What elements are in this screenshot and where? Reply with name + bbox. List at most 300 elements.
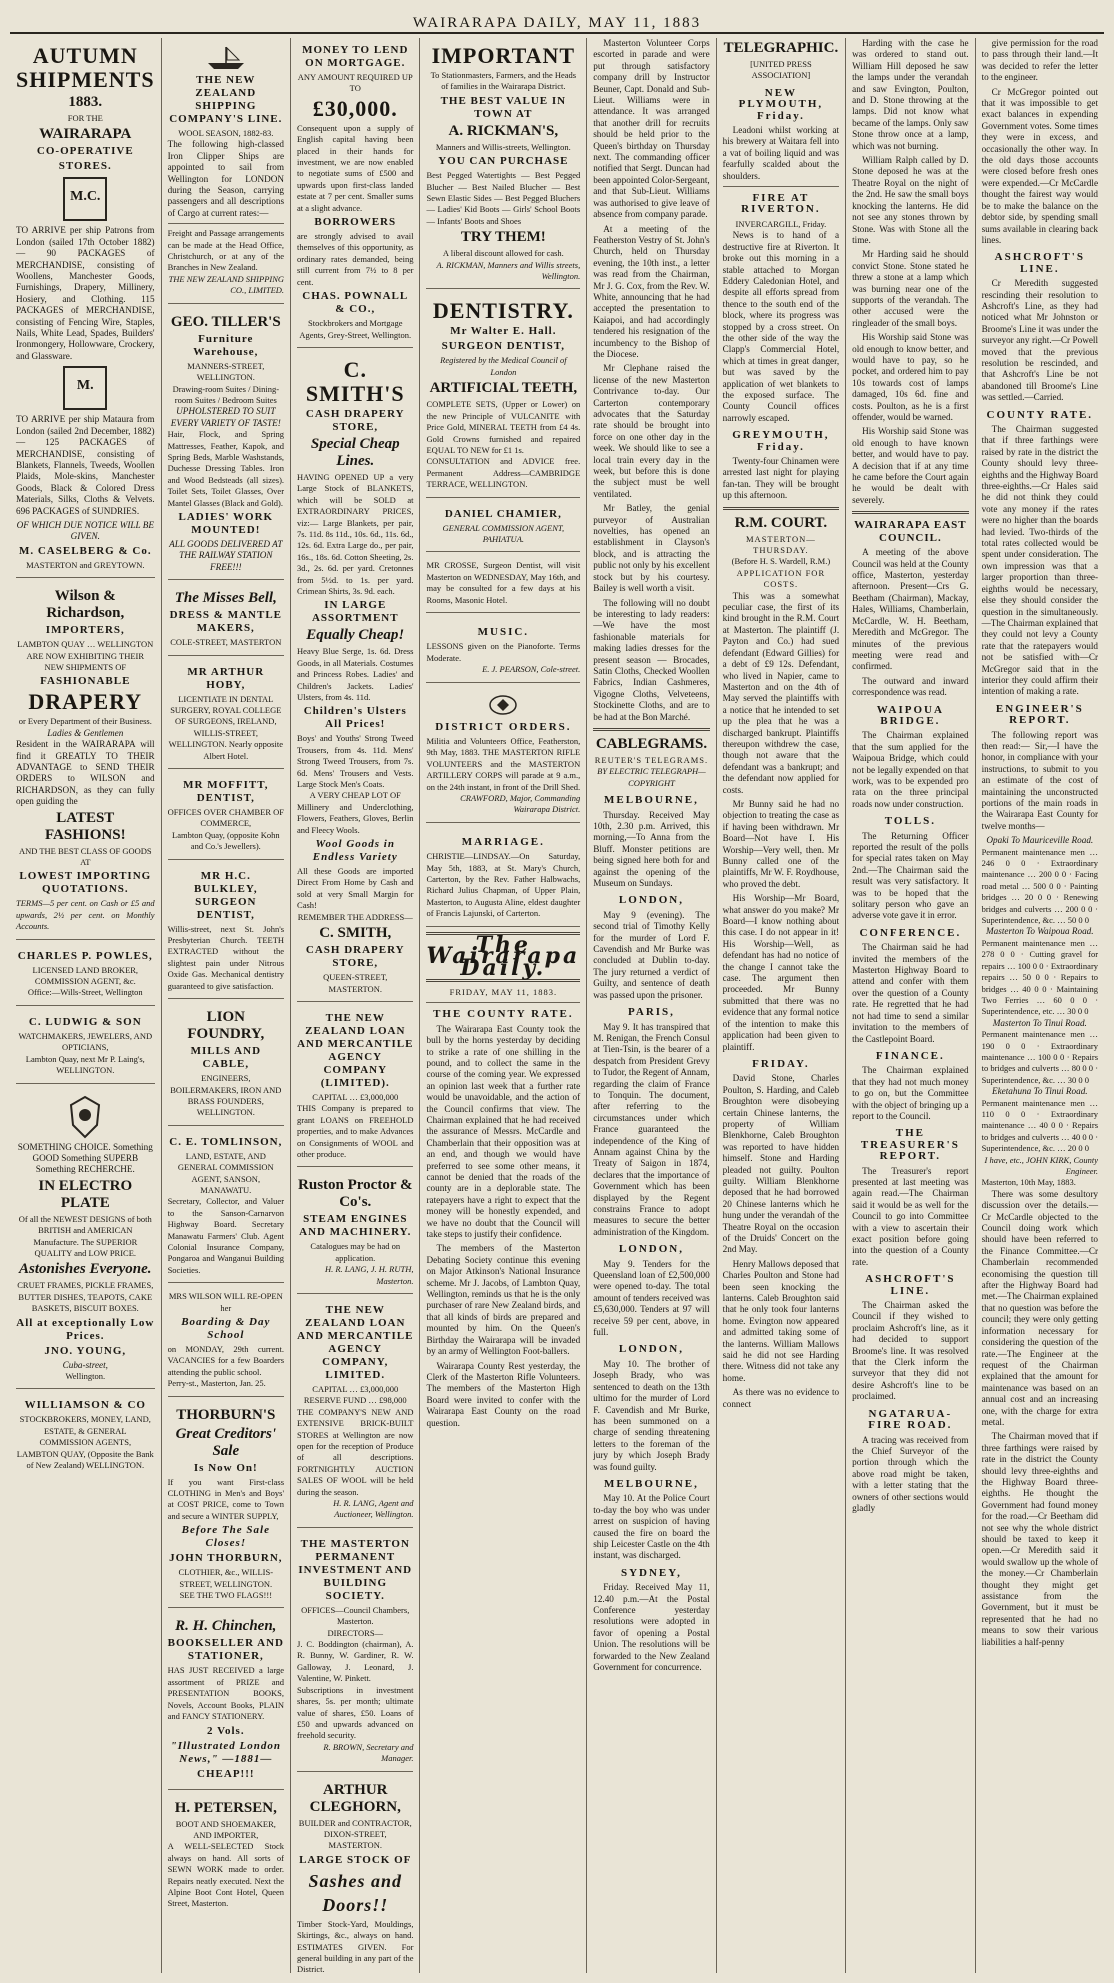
moffitt-sub: OFFICES OVER CHAMBER OF COMMERCE,	[167, 807, 285, 829]
editorial-p1: The Wairarapa East County took the bull by the horns yesterday by deciding to strike a rate of one shilling in the pound, and to collect the same in the course of the coming year. We expressed an opinion last week that a further rate would be unavoidable, and the action of the Council confirms that view. The Chairman explained that he had received the assurance of Messrs. McCardle and Chamberlain that their opposition was at an end, and though we would have preferred to see some other means, it cannot be denied that the roads of the county are in a deplorable state. The ratepayers have a right to expect that the money will be honestly expended, and we have no doubt that the Council will take steps to justify their confidence.	[426, 1023, 581, 1240]
ad-chinchen	[168, 1612, 284, 1789]
ad-ruston	[297, 1171, 413, 1294]
ad-chamier	[426, 502, 580, 553]
two-vols: 2 Vols.	[207, 1724, 245, 1737]
ad-building-society	[297, 1532, 413, 1772]
loan-co: THE NEW ZEALAND LOAN AND MERCANTILE AGENCY COMPANY (LIMITED).	[297, 1011, 414, 1089]
caselberg-address: MASTERTON and GREYTOWN.	[26, 559, 145, 570]
ship-icon	[206, 45, 246, 71]
nz-shipping-title: THE NEW ZEALAND SHIPPING COMPANY'S LINE.	[169, 74, 283, 125]
greymouth: GREYMOUTH, Friday.	[732, 429, 830, 453]
ashcroft2-heading: ASHCROFT'S LINE.	[994, 251, 1085, 275]
young-wellington: Wellington.	[65, 1370, 106, 1381]
sydney: SYDNEY,	[620, 1566, 682, 1579]
tolls-body: The Returning Officer reported the result of the polls for special rates taken on May 2nd.—The Chairman said the result was very satisfactory. It was to be hoped that the solitary person who gave an adverse vote gave it in error.	[852, 830, 969, 921]
ludwig-address: Lambton Quay, next Mr P. Laing's, WELLINGTON.	[25, 1053, 145, 1076]
ladies-work: LADIES' WORK MOUNTED!	[178, 510, 274, 536]
equally-cheap: Equally Cheap!	[306, 627, 405, 644]
treasurer-heading: THE TREASURER'S REPORT.	[860, 1127, 960, 1163]
borrowers: BORROWERS	[314, 216, 397, 229]
friday-body-2: Henry Mallows deposed that Charles Poulton and Stone had been seen knocking the lanterns. Caleb Broughton said that he only took four lanterns home. Evington now appeared and admitted taking some of the lanterns. William Mallows said he did not see Harding there. Witness did not take any home.	[722, 1258, 840, 1383]
eketahuna-heading: Eketahuna To Tinui Road.	[991, 1086, 1088, 1097]
tiller-address: MANNERS-STREET, WELLINGTON.	[187, 360, 265, 383]
marriage-body: CHRISTIE—LINDSAY.—On Saturday, May 5th, 1883, at St. Mary's Church, Carterton, by the Rev. Father Halbwachs, Richard Julius Chapman, of Upper Plain, Masterton, to Augusta Aline, eldest daughter of Francis Lajunski, of Carterton.	[426, 851, 581, 919]
ladies: Ladies & Gentlemen	[47, 727, 124, 738]
bs-body: J. C. Boddington (chairman), A. R. Bunny, W. Gardiner, R. W. Galloway, J. Leonard, J. Valentine, W. Pinkett.	[297, 1639, 414, 1684]
chinchen-sub: BOOKSELLER AND STATIONER,	[167, 1637, 284, 1663]
wairarapa: WAIRARAPA	[39, 126, 132, 143]
capital: CAPITAL … £3,000,000	[312, 1091, 399, 1102]
cash-drapery: CASH DRAPERY STORE,	[305, 407, 405, 433]
m-logo-icon: M.	[63, 366, 107, 410]
misses-sub: DRESS & MANTLE MAKERS,	[169, 609, 282, 635]
petersen-name: H. PETERSEN,	[174, 1799, 277, 1816]
cuba-street: Cuba-street,	[62, 1359, 108, 1370]
rickman-name: A. RICKMAN'S,	[448, 122, 559, 139]
pownall: CHAS. POWNALL & CO.,	[302, 290, 409, 316]
dentistry-title: DENTISTRY.	[432, 298, 574, 324]
terms: TERMS—5 per cent. on Cash or £5 and upwards, 2½ per cent. on Monthly Accounts.	[16, 898, 155, 932]
year: 1883.	[68, 94, 103, 110]
ad-nz-loan	[297, 1006, 413, 1167]
wilson-reopen: MRS WILSON WILL RE-OPEN her	[168, 1291, 283, 1313]
music-title: MUSIC.	[477, 625, 530, 638]
sashes: Sashes and Doors!!	[308, 1870, 403, 1915]
no-evidence: As there was no evidence to connect	[722, 1387, 840, 1409]
outward: The outward and inward correspondence was read.	[852, 675, 969, 698]
c7-p1: Harding with the case he was ordered to stand out. William Hill deposed he saw the lamps under the verandah and saw Evington, Poulton, and D. Stone throwing at the lamps. Did not know what became of the lamps. Only saw Stone throw once at a lamp, which was not burning.	[852, 38, 969, 151]
something-choice: SOMETHING CHOICE. Something GOOD Something SUPERB Something RECHERCHE.	[17, 1141, 153, 1175]
court-body-2: Mr Bunny said he had no objection to treating the case as if having been withdrawn. Mr Board—Not have I. His Worship—Very well, then. Mr Bunny called one of the plaintiffs, Mr W. F. Roydhouse, who proved the debt.	[722, 798, 840, 889]
editorial-p2: The members of the Masterton Debating Society continue this evening on Major Atkinson's National Insurance scheme. Mr J. Jacobs, of Lambton Quay, Wellington, reminds us that he is the only purchaser of rare New Zealand birds, and that all kinds of birds are prepared and mounted by him. On the Queen's Birthday the Wairarapa will be invaded by an army of Wellington Foot-ballers.	[426, 1243, 581, 1357]
ngatarua-body: A tracing was received from the Chief Surveyor of the portion through which the above road might be taken, with a letter stating that the owners of other sections would gladly	[852, 1434, 969, 1513]
rooms: Drawing-room Suites / Dining-room Suites / Bedroom Suites	[172, 383, 280, 405]
cleghorn-body: Timber Stock-Yard, Mouldings, Skirtings, &c., always on hand. ESTIMATES GIVEN. For general building in any part of the District.	[297, 1918, 414, 1975]
ad-wilson-richardson	[16, 582, 155, 940]
united-press: [UNITED PRESS ASSOCIATION]	[750, 59, 812, 81]
ad-rickman	[426, 38, 580, 289]
melbourne-2-body: May 10. At the Police Court to-day the boy who was under arrest on suspicion of having caused the fire on board the ship Leicester Castle on the 4th instant, was discharged.	[593, 1493, 710, 1561]
waipoua-heading: WAIPOUA BRIDGE.	[876, 703, 944, 727]
engineer-sig: I have, etc., JOHN KIRK, County Engineer.	[984, 1154, 1099, 1176]
cablegrams-heading: CABLEGRAMS.	[595, 735, 708, 752]
tolls-heading: TOLLS.	[884, 815, 936, 828]
misses-address: COLE-STREET, MASTERTON	[170, 637, 282, 648]
conference-heading: CONFERENCE.	[859, 926, 962, 939]
before-sale-closes: Before The Sale Closes!	[181, 1524, 270, 1550]
wool-season: WOOL SEASON, 1882-83.	[178, 128, 274, 138]
county-rate-heading: THE COUNTY RATE.	[433, 1008, 574, 1021]
tinui-rows: Permanent maintenance men … 190 0 0 · Extraordinary maintenance … 100 0 0 · Repairs to bridges and culverts … 80 0 0 · Superintendence, &c. … 30 0 0	[981, 1029, 1099, 1085]
ad-marriage	[426, 827, 580, 927]
electro-title: IN ELECTRO PLATE	[38, 1177, 133, 1211]
freight: Freight and Passage arrangements can be made at the Head Office, Christchurch, or at any of the Branches in New Zealand.	[167, 228, 285, 273]
foundry-sub: MILLS AND CABLE,	[190, 1045, 262, 1071]
foundry-body: ENGINEERS, BOILERMAKERS, IRON AND BRASS FOUNDERS, WELLINGTON.	[170, 1073, 282, 1118]
ad-nz-shipping	[168, 38, 284, 304]
masthead-title: WAIRARAPA DAILY, MAY 11, 1883	[412, 15, 702, 31]
royal-arms-icon	[488, 694, 518, 716]
wilson-body: Resident in the WAIRARAPA will find it GREATLY TO THEIR ADVANTAGE to SEND THEIR ORDERS to WILSON and RICHARDSON, as they can fully open guiding the	[16, 739, 155, 807]
importers: IMPORTERS,	[45, 624, 125, 637]
ad-tomlinson	[168, 1130, 284, 1283]
ludwig-name: C. LUDWIG & SON	[28, 1015, 142, 1028]
ad-crosse	[426, 556, 580, 613]
nz-body: The following high-classed Iron Clipper Ships are appointed to sail from Wellington for LONDON during the Season, carrying passengers and all descriptions of Cargo at current rates:—	[167, 139, 285, 218]
two-flags: SEE THE TWO FLAGS!!!	[179, 1590, 273, 1601]
catalogue: Catalogues may be had on application.	[310, 1241, 401, 1263]
new-plymouth-body: Leadoni whilst working at his brewery at Waitara fell into a vat of boiling liquid and was fearfully scalded about the shoulders.	[722, 125, 840, 181]
powles-name: CHARLES P. POWLES,	[17, 949, 153, 962]
ludwig-sub: WATCHMAKERS, JEWELERS, AND OPTICIANS,	[18, 1030, 153, 1053]
csmith-title: C. SMITH'S	[305, 356, 405, 406]
opaki-heading: Opaki To Mauriceville Road.	[986, 835, 1094, 846]
column-8	[976, 38, 1104, 1973]
crosse-body: MR CROSSE, Surgeon Dentist, will visit Masterton on WEDNESDAY, May 16th, and may be consulted for a few days at his Rooms, Masonic Hotel.	[426, 560, 581, 605]
coop: CO-OPERATIVE	[36, 145, 134, 158]
amount-value: £30,000.	[312, 95, 398, 121]
loan-co-2: THE NEW ZEALAND LOAN AND MERCANTILE AGENCY COMPANY, LIMITED.	[297, 1303, 414, 1381]
telegraphic-heading: TELEGRAPHIC.	[723, 40, 839, 56]
csmith-body: HAVING OPENED UP a very Large Stock of BLANKETS, which will be SOLD at EXTRAORDINARY PRICES, viz:— Large Blankets, per pair, 7s. 11d. 8s 11d., 10s. 6d., 11s. 6d., 12s. 6d. Extra Large do., per pair, 16s., 18s. 6d. Cotton Sheeting, 2s. 3d., 2s. 6d. per yard. Cretonnes from 5½d. to 1s. per yard. Crimean Shirts, 3s. 9d. each.	[297, 471, 414, 596]
london-3: LONDON,	[618, 1343, 684, 1356]
artificial: ARTIFICIAL TEETH,	[429, 380, 578, 397]
invercargill: INVERCARGILL, Friday.	[735, 218, 827, 229]
pearson: E. J. PEARSON, Cole-street.	[482, 664, 581, 675]
c5-p4: Mr Batley, the genial purveyor of Australian novelties, has opened an establishment in Clayson's block, and is attracting the public not only by his excellent stock but by his courtesy. Bailey is well worth a visit.	[593, 503, 710, 594]
east-council-heading: WAIRARAPA EAST COUNCIL.	[854, 519, 967, 545]
best-class: AND THE BEST CLASS OF GOODS AT	[18, 845, 152, 868]
chinchen-name: R. H. Chinchen,	[175, 1618, 277, 1635]
autumn-body-2: TO ARRIVE per ship Mataura from London (sailed 2nd December, 1882) — 125 PACKAGES of MERCHANDISE, consisting of Blankets, Flannels, Tweeds, Woollen Plaids, Mole-skins, Manchester Goods, Black & Colored Dress Materials, Silks, Cloths & Velvets. 696 PACKAGES of SUNDRIES.	[16, 414, 155, 516]
try-them: TRY THEM!	[460, 229, 546, 246]
equally-body: Heavy Blue Serge, 1s. 6d. Dress Goods, in all Materials. Costumes and Princess Robes. Ladies' and Children's Jackets. Ladies' Ulsters, from 4s. 11d.	[297, 646, 414, 702]
tinui-heading: Masterton To Tinui Road.	[992, 1017, 1087, 1028]
rickman-sub: Manners and Willis-streets, Wellington.	[435, 141, 571, 152]
london-3-body: May 10. The brother of Joseph Brady, who was sentenced to death on the 13th ultimo for the murder of Lord F. Cavendish and Mr Burke, has been summoned on a charge of sending threatening letters to the foreman of the jury by which Joseph Brady was found guilty.	[593, 1358, 710, 1472]
district-body: Militia and Volunteers Office, Featherston, 9th May, 1883. THE MASTERTON RIFLE VOLUNTEERS and the MASTERTON ARTILLERY CORPS will parade at 9 a.m., on the 24th instant, in front of the Drill Shed.	[426, 736, 581, 792]
now-on: Is Now On!	[193, 1461, 258, 1474]
melbourne-2: MELBOURNE,	[604, 1477, 699, 1490]
rickman-items: Best Pegged Watertights — Best Pegged Blucher — Best Nailed Blucher — Best Sewn Elastic Sides — Best Pegged Bluchers — Ladies' Kid Boots — Girls' School Boots — Infants' Boots and Shoes	[426, 170, 581, 226]
column-5	[587, 38, 716, 1973]
delivered: ALL GOODS DELIVERED AT THE RAILWAY STATION FREE!!!	[169, 538, 283, 572]
consult: CONSULTATION and ADVICE free. Permanent Address—CAMBRIDGE TERRACE, WELLINGTON.	[426, 456, 581, 490]
powles-sub: LICENSED LAND BROKER, COMMISSION AGENT, &c.	[32, 964, 139, 987]
melbourne-1: MELBOURNE,	[604, 794, 699, 807]
ashcroft2-body: Cr Meredith suggested rescinding their resolution to Ashcroft's Line, as they had noticed what Mr Johnston or Broome's Line it was under the surveyor any right.—Cr Powell moved that the previous resolution be rescinded, and that Ashcroft's Line be not abandoned till Broome's Line was settled.—Carried.	[981, 278, 1099, 403]
bs-title: THE MASTERTON PERMANENT INVESTMENT AND BUILDING SOCIETY.	[298, 1537, 413, 1602]
chinchen-body: HAS JUST RECEIVED a large assortment of PRIZE and PRESENTATION BOOKS, Novels, Account Books, PLAIN and FANCY STATIONERY.	[167, 1665, 285, 1722]
ad-money-to-lend	[297, 38, 413, 348]
ad-district-orders	[426, 687, 580, 823]
ad-thorburn	[168, 1401, 284, 1609]
ad-hoby	[168, 660, 284, 769]
creditors-sale: Great Creditors' Sale	[175, 1425, 277, 1459]
ashcroft-heading: ASHCROFT'S LINE.	[865, 1273, 956, 1297]
c8-p2: Cr McGregor pointed out that it was impossible to get exact balances in expending Government votes. Some times they were in excess, and occasionally the other way. In the old days those accounts were closed before fresh ones were expended.—Cr McCardle thought the fairest way would be to make the balance on the debtor side, by spending small sums available in clearing back lines.	[981, 86, 1099, 245]
district-orders: DISTRICT ORDERS.	[435, 720, 572, 733]
csmith-2: C. SMITH,	[319, 925, 392, 942]
sydney-body: Friday. Received May 11, 12.40 p.m.—At the Postal Conference yesterday resolutions were adopted in favor of opening a Postal Union. The resolutions will be forwarded to the New Zealand Government for concurrence.	[593, 1582, 710, 1673]
ad-c-smith	[297, 352, 413, 1002]
crawford: CRAWFORD, Major, Commanding Wairarapa District.	[460, 793, 581, 815]
registered: Registered by the Medical Council of London	[440, 355, 567, 377]
frames: CRUET FRAMES, PICKLE FRAMES, BUTTER DISHES, TEAPOTS, CAKE BASKETS, BISCUIT BOXES.	[17, 1280, 154, 1314]
jt-name: JOHN THORBURN,	[169, 1552, 283, 1565]
editorial-p3: Wairarapa County Rest yesterday, the Clerk of the Masterton Rifle Volunteers. The members of the Masterton High Board were invited to confer with the Wairarapa East County on the road question.	[426, 1360, 581, 1428]
cheap: CHEAP!!!	[197, 1767, 255, 1780]
fire-heading: FIRE AT RIVERTON.	[741, 192, 821, 216]
hair: Hair, Flock, and Spring Mattresses, Feather, Kapok, and Spring Beds, Marble Washstands, Duchesse Dressing Tables. Iron and Wood Bedsteads (all sizes). Toilet Sets, Toilet Glasses, Over Mantel Glasses (Black and Gold).	[167, 429, 285, 508]
ad-young-electro	[16, 1088, 155, 1390]
hoby-address: WILLIS-STREET, WELLINGTON. Nearly opposite Albert Hotel.	[168, 727, 283, 761]
closing: There was some desultory discussion over the details.—Cr McCardle objected to the Council doing work which should have been referred to the Finance Committee.—Cr Chamberlain recommended economising the question till after the Highway Board had met.—The Chairman explained that no question was before the council; they were only getting information necessary for considering the question of the rate.—The Engineer at the request of the Chairman explained that the amount for maintenance was based on an annual cost and an increasing one, with the charge for extra metal.	[981, 1188, 1099, 1427]
due-notice: OF WHICH DUE NOTICE WILL BE GIVEN.	[16, 519, 154, 542]
friday-body: David Stone, Charles Poulton, S. Harding, and Caleb Broughton were disobeying certain Chinese lanterns, the property of William Blenkhorne, Caleb Broughton was reported to have hidden himself. Stone and Harding pleaded not guilty. Poulton guilty. William Blenkhorne deposed that he had borrowed 20 Chinese lanterns which he hung under the verandah of the Theatre Royal on the occasion of the Druids' Concert on the 2nd May.	[722, 1073, 840, 1255]
waipoua-road-heading: Masterton To Waipoua Road.	[986, 926, 1094, 937]
reuter: REUTER'S TELEGRAMS.	[594, 754, 709, 765]
eketahuna-rows: Permanent maintenance men … 110 0 0 · Extraordinary maintenance … 40 0 0 · Repairs to bridges and culverts … 40 0 0 · Superintendence, &c. … 20 0 0	[981, 1097, 1099, 1154]
tiller-name: GEO. TILLER'S	[170, 313, 281, 330]
powles-office: Office:—Wills-Street, Wellington	[27, 987, 143, 998]
boarding-title: Boarding & Day School	[181, 1316, 271, 1341]
conference-body: The Chairman said he had invited the members of the Masterton Highway Board to attend and confer with them over the question of a County rate. He regretted that he had not had time to send a similar invitation to the members of the Castlepoint Board.	[852, 942, 969, 1044]
nz-signature: THE NEW ZEALAND SHIPPING CO., LIMITED.	[168, 273, 285, 296]
ulsters: Children's Ulsters All Prices!	[303, 705, 407, 731]
c5-p3: Mr Clephane raised the license of the new Masterton Contrivance to-day. Our Carterton contemporary advocates that the Saturday rate should be brought into force on one other day in the week. We should like to see a local train every day in the week, but before this is done the subject must be well ventilated.	[593, 363, 710, 499]
stores: STORES.	[58, 160, 112, 173]
c8-p1: give permission for the road to pass through their land.—It was decided to refer the letter to the engineer.	[981, 38, 1099, 83]
court-body-3: His Worship—Mr Board, what answer do you make? Mr Board—I know nothing about this case. I do not appear in it! His Worship—Well, as defendant has had no notice of the change I cannot take the case. The argument then proceeded. Mr Bunny submitted that there was no evidence that any formal notice of the intention to make this application had been given to plaintiff.	[722, 893, 840, 1052]
ruston-sub: STEAM ENGINES AND MACHINERY.	[299, 1213, 412, 1239]
paper-masthead: The Wairarapa Daily.	[426, 931, 581, 981]
moffitt-name: MR MOFFITT, DENTIST,	[183, 779, 269, 805]
pownall-sub: Stockbrokers and Mortgage Agents, Grey-Street, Wellington.	[299, 318, 412, 340]
columns	[10, 38, 1104, 1973]
jno-young: JNO. YOUNG,	[44, 1344, 127, 1357]
wool-goods: Wool Goods in Endless Variety	[312, 838, 398, 864]
fire-body: News is to hand of a destructive fire at Riverton. It broke out this morning in a stable attached to Morgan Eddery Caledonian Hotel, and despite all efforts spread from thence to the south end of the block, where its progress was stopped by a cross street. On the other side of the way the Clapp's Commercial Hotel, which at times in great danger, but was saved by the application of wet blankets to the exposed surface. The County Council offices narrowly escaped.	[722, 230, 840, 423]
paris-body: May 9. It has transpired that M. Renigan, the French Consul at Tien-Tsin, is the bearer of a despatch from President Grevy to Tudor, the Regent of Annam, regarding the claim of France to Tonquin. The document, after referring to the circumstances under which France guaranteed the independence of the King of Annam against China by the Treaty of Saigon in 1874, declares that the importance of Government which has been displayed by the Regent constrains France to adopt measures to secure the better administration of the Kingdom.	[593, 1021, 710, 1237]
waipoua-body: The Chairman explained that the sum applied for the Waipoua Bridge, which could not be legally expended on that work, was to be expended pro rata on the three principal roads now under construction.	[852, 730, 969, 809]
marriage-title: MARRIAGE.	[461, 835, 545, 848]
hall: Mr Walter E. Hall.	[450, 325, 557, 338]
boarding-body: on MONDAY, 29th current. VACANCIES for a few Boarders attending the public school.	[167, 1344, 285, 1377]
lowest: LOWEST IMPORTING QUOTATIONS.	[19, 870, 152, 896]
money-title: MONEY TO LEND ON MORTGAGE.	[302, 44, 409, 69]
ad-misses-bell	[168, 584, 284, 655]
column-1	[10, 38, 162, 1973]
ad-nz-loan-2	[297, 1298, 413, 1528]
illustrated-london: "Illustrated London News," —1881—	[170, 1739, 281, 1765]
council-body: A meeting of the above Council was held at the County office, Masterton, yesterday afternoon. Present—Crs G. Beetham (Chairman), Mackay, Hales, Williams, Chamberlain, McCardle, W. H. Beetham, Meredith and McGregor. The minutes of the previous meeting were read and confirmed.	[852, 547, 969, 672]
cleghorn-name: ARTHUR CLEGHORN,	[309, 1781, 401, 1815]
lessons: LESSONS given on the Pianoforte. Terms Moderate.	[426, 641, 581, 663]
fashionable: FASHIONABLE	[40, 675, 131, 688]
by-telegraph: BY ELECTRIC TELEGRAPH—COPYRIGHT	[597, 766, 706, 788]
ad-tiller	[168, 308, 284, 581]
ad-autumn-shipments	[16, 38, 155, 578]
chamier-sub: GENERAL COMMISSION AGENT, PAHIATUA.	[442, 522, 565, 544]
ad-ludwig	[16, 1010, 155, 1084]
column-7	[846, 38, 975, 1973]
ashcroft-body: The Chairman asked the Council if they wished to proclaim Ashcroft's line, as it had decided to support Broome's line. It was resolved that the Clerk inform the surveyor that they did not desire Ashcroft's line to be proclaimed.	[852, 1300, 969, 1402]
thorburn-body: If you want First-class CLOTHING in Men's and Boys' at COST PRICE, come to Town and secure a WINTER SUPPLY,	[167, 1476, 285, 1521]
ad-lion-foundry	[168, 1003, 284, 1126]
friday-heading: FRIDAY.	[752, 1057, 810, 1070]
wilson-title: Wilson & Richardson,	[46, 588, 125, 622]
best-value: THE BEST VALUE IN TOWN AT	[440, 94, 567, 120]
remember: REMEMBER THE ADDRESS—	[297, 911, 413, 922]
drapery-sub: or Every Department of their Business.	[18, 716, 152, 727]
ruston-sig: H. R. LANG, J. H. RUTH, Masterton.	[324, 1264, 414, 1286]
large-stock: LARGE STOCK OF	[299, 1853, 412, 1866]
williamson-name: WILLIAMSON & CO	[24, 1399, 146, 1412]
county-rate2-heading: COUNTY RATE.	[986, 408, 1094, 421]
surgeon: SURGEON DENTIST,	[441, 340, 566, 353]
upholstered: UPHOLSTERED TO SUIT EVERY VARIETY OF TASTE!	[170, 406, 281, 428]
engineer-body: The following report was then read:— Sir,—I have the honor, in compliance with your instructions, to submit to you an estimate of the cost of maintaining the unconstructed portions of the main roads in the Wairarapa East County for twelve months—	[981, 729, 1099, 831]
misses-bell: The Misses Bell,	[174, 590, 277, 607]
ad-petersen	[168, 1794, 284, 1916]
money-body: Consequent upon a supply of English capital having been placed in their hands for investment, we are now enabled to negotiate sums of £500 and upwards upon first-class landed estate at 7 per cent. Smaller sums at a slight advance.	[297, 122, 414, 213]
jt-sub: CLOTHIER, &c., WILLIS-STREET, WELLINGTON.	[178, 1567, 274, 1589]
rate-body: The Chairman suggested that if three farthings were raised by rate in the district the County should levy three-eighths and the Highway Board three-eighths.—Cr Hales said he did not think they could vote any money if the rates were no higher than the boards had levied. Two-thirds of the total rates collected would be spent under consideration. The own impression was that a larger proportion than three-eighths would be necessary, else they should consider the question in the simultaneously.—The Chairman explained that they could not levy a County rate that the ratepayers would not be satisfied with—Cr McGregor said that in the interior they could affirm their intention of making a rate.	[981, 424, 1099, 697]
ad-bulkley	[168, 864, 284, 999]
rm-court-heading: R.M. COURT.	[734, 514, 828, 531]
treasurer-body: The Treasurer's report presented at last meeting was again read.—The Chairman said it would be as well for the Council to go into Committee with a view to ascertain their exact position before going into the question of a County rate.	[852, 1165, 969, 1267]
important-title: IMPORTANT	[431, 43, 576, 68]
ruston: Ruston Proctor & Co's.	[298, 1177, 413, 1211]
bulkley-name: MR H.C. BULKLEY, SURGEON DENTIST,	[194, 869, 258, 921]
paper-date: FRIDAY, MAY 11, 1883.	[449, 986, 558, 997]
amount: ANY AMOUNT REQUIRED UP TO	[297, 72, 413, 94]
lambton: LAMBTON QUAY … WELLINGTON	[17, 639, 154, 650]
teeth-body: COMPLETE SETS, (Upper or Lower) on the new Principle of VULCANITE with Price Gold, MINERAL TEETH from £4 4s. Gold Crowns furnished and repaired EQUAL TO NEW for £1 1s.	[426, 399, 581, 455]
loan-body: THIS Company is prepared to grant LOANS on FREEHOLD properties, and to make Advances on Consignments of WOOL and other produce.	[297, 1103, 414, 1159]
c5-intro: Masterton Volunteer Corps escorted in parade and were put through satisfactory company drill by Instructor Beuner, Capt. Donald and Sub-Lieut. Williams were in attendance. It was arranged that another drill for recruits should be held prior to the Queen's birthday on Thursday next. The commanding officer notified that Sergt. Duncan had been appointed Color-Sergeant, and that Sub-Lieut. Williams was authorised to give leave of absence from company parade.	[593, 38, 710, 220]
boarding-address: Perry-st., Masterton, Jan. 25.	[167, 1378, 266, 1389]
ad-music	[426, 617, 580, 683]
column-2	[162, 38, 291, 1973]
tiller-sub: Furniture Warehouse,	[193, 332, 259, 358]
caselberg: M. CASELBERG & Co.	[18, 544, 152, 557]
astonishes: Astonishes Everyone.	[19, 1261, 152, 1278]
prices-note: All these Goods are imported Direct From Home by Cash and sold at very Small Margin for Cash!	[297, 866, 414, 911]
bs-brown: R. BROWN, Secretary and Manager.	[323, 1741, 414, 1764]
williamson-sub: STOCKBROKERS, MONEY, LAND, ESTATE, & GENERAL COMMISSION AGENTS,	[19, 1414, 151, 1448]
crest-icon	[69, 1095, 101, 1139]
rickman-sig: A. RICKMAN, Manners and Willis streets, Wellington.	[436, 259, 581, 282]
ad-williamson	[16, 1393, 155, 1477]
moffitt-address: Lambton Quay, (opposite Kohn and Co.'s Jewellers).	[172, 829, 280, 852]
important-sub: To Stationmasters, Farmers, and the Heads of families in the Wairarapa District.	[430, 70, 577, 92]
editorial	[426, 1024, 580, 1429]
opaki-rows: Permanent maintenance men … 246 0 0 · Extraordinary maintenance … 200 0 0 · Facing road metal … 500 0 0 · Painting bridges … 20 0 0 · Renewing bridges and culverts … 200 0 0 · Superintendence, &c. … 50 0 0	[981, 846, 1099, 926]
cleghorn-sub: BUILDER and CONTRACTOR, DIXON-STREET, MASTERTON.	[298, 1817, 412, 1851]
latest-fashions: LATEST FASHIONS!	[45, 809, 126, 843]
column-4	[420, 38, 587, 1973]
foundry-name: LION FOUNDRY,	[187, 1009, 265, 1043]
thorburn-name: THORBURN'S	[176, 1406, 276, 1423]
london-1-body: May 9 (evening). The second trial of Timothy Kelly for the murder of Lord F. Cavendish and Mr Burke was concluded at Dublin to-day. The jury returned a verdict of Guilty, and sentence of death was passed upon the prisoner.	[593, 909, 710, 1000]
c7-p2: William Ralph called by D. Stone deposed he was at the Theatre Royal on the night of the 2nd. He saw the small boys knocking the lanterns. He did not see any stones thrown by Stone. Was with Stone all the time.	[852, 155, 969, 245]
c7-p4: His Worship said Stone was old enough to know better, and would have to pay, so he pocket, and ordered him to pay 10s towards cost of lamps damaged, 10s 6d. fine and costs. Poulton, as he is a first offender, would be warned.	[852, 332, 969, 422]
tomlinson-sub: LAND, ESTATE, AND GENERAL COMMISSION AGENT, SANSON, MANAWATU.	[177, 1150, 274, 1195]
c5-p5: The following will no doubt be interesting to lady readers:—We have the most fashionable materials for making ladies dresses for the present season — Brocades, Satin Cloths, Checked Woollen Fabrics, Indian Cashmeres, Vigogne Cloths, Velveteens, Stockinette Cloths, and are to be had at the Bon Marché.	[593, 597, 710, 722]
greymouth-body: Twenty-four Chinamen were arrested last night for playing fan-tan. They will be brought up this afternoon.	[722, 456, 840, 501]
hoby-name: MR ARTHUR HOBY,	[187, 665, 265, 691]
cash-store-2: CASH DRAPERY STORE,	[305, 944, 405, 970]
loan2-body: THE COMPANY'S NEW AND EXTENSIVE BRICK-BUILT STORES at Wellington are now open for the reception of Produce of all descriptions. FORTNIGHTLY AUCTION SALES OF WOOL will be held during the season.	[297, 1406, 414, 1497]
cheap-lines: Special Cheap Lines.	[310, 435, 400, 469]
melbourne-1-body: Thursday. Received May 10th, 2.30 p.m. Arrived, this morning,—To Anna from the Bluff. Monster petitions are being signed here both for and against the opening of the Museum on Sundays.	[593, 809, 710, 889]
new-plymouth: NEW PLYMOUTH, Friday.	[738, 86, 824, 122]
masterton-thursday: MASTERTON—THURSDAY.	[746, 533, 816, 556]
bs-body-2: Subscriptions in investment shares, 5s. per month; ultimate value of shares, £50. Loans of £50 and upwards advanced on freehold security.	[297, 1684, 414, 1741]
all-at: All at exceptionally Low Prices.	[16, 1316, 155, 1342]
finance-body: The Chairman explained that they had not much money to go on, but the Committee with the object of bringing up a report to the Council.	[852, 1065, 969, 1121]
ngatarua-heading: NGATARUA-FIRE ROAD.	[868, 1407, 953, 1432]
electro-body: Of all the NEWEST DESIGNS of both BRITISH and AMERICAN Manufacture. The SUPERIOR QUALITY and LOW PRICE.	[18, 1213, 152, 1258]
bs-office: OFFICES—Council Chambers, Masterton.	[301, 1604, 410, 1627]
column-3	[291, 38, 420, 1973]
large-assortment: IN LARGE ASSORTMENT	[311, 599, 399, 625]
tomlinson-body: Secretary, Collector, and Valuer to the Sanson-Carnarvon Highway Board. Secretary Manawatu Farmers' Club. Agent Colonial Insurance Company, Pongaroa and Wanganui Building Societies.	[167, 1196, 285, 1275]
showing: ARE NOW EXHIBITING THEIR NEW SHIPMENTS OF	[26, 650, 145, 672]
ad-cleghorn	[297, 1776, 413, 1982]
london-1: LONDON,	[618, 894, 684, 907]
capital-2: CAPITAL … £3,000,000 RESERVE FUND … £98,000	[303, 1383, 407, 1406]
for-the: FOR THE	[67, 113, 103, 123]
paris: PARIS,	[627, 1006, 675, 1019]
autumn-title: AUTUMN SHIPMENTS	[16, 43, 155, 92]
court-body: This was a somewhat peculiar case, the first of its kind brought in the R.M. Court at Masterton. The plaintiff (J. Payton and Co.) had sued defendant (Edward Gillies) for a debt of £9 12s. Defendant, who lived in Napier, came to Masterton and on the 4th of May served the plaintiffs with a notice that he intended to set up the plea that he was a discharged bankrupt. Plaintiffs thereupon withdrew the case, though not aware that the defendant was a bankrupt; and the defendant now applied for costs.	[722, 590, 840, 795]
boys: Boys' and Youths' Strong Tweed Trousers, from 4s. 11d. Mens' Strong Tweed Trousers, from 7s. 6d. Mens' Trousers and Vests. Large Stock Men's Coats.	[297, 733, 414, 790]
column-6	[717, 38, 846, 1973]
cheap-lot: A VERY CHEAP LOT OF	[309, 790, 401, 801]
hoby-sub: LICENTIATE IN DENTAL SURGERY, ROYAL COLLEGE OF SURGEONS, IRELAND,	[170, 693, 282, 727]
masthead	[10, 6, 1104, 34]
chamier-name: DANIEL CHAMIER,	[444, 507, 562, 520]
tomlinson-name: C. E. TOMLINSON,	[169, 1135, 283, 1148]
application-costs: APPLICATION FOR COSTS.	[736, 567, 826, 590]
drapery: DRAPERY	[28, 689, 143, 715]
millinery: Millinery and Underclothing, Flowers, Feathers, Gloves, Berlin and Fleecy Wools.	[297, 801, 414, 835]
williamson-address: LAMBTON QUAY, (Opposite the Bank of New Zealand) WELLINGTON.	[16, 1448, 154, 1470]
c7-p5: His Worship said Stone was old enough to have known better, and would have to pay. A decision that if at any time he came before the Court again he would be dealt with severely.	[852, 426, 969, 505]
waipoua-rows: Permanent maintenance men … 278 0 0 · Cutting gravel for repairs … 100 0 0 · Extraordinary repairs … 50 0 0 · Repairs to bridges … 40 0 0 · Maintaining Two Ferries … 60 0 0 · Superintendence, etc. … 30 0 0	[981, 937, 1099, 1017]
engineer-heading: ENGINEER'S REPORT.	[995, 702, 1084, 727]
directors: DIRECTORS—	[327, 1627, 384, 1638]
ad-moffitt	[168, 773, 284, 860]
finance-heading: FINANCE.	[875, 1049, 945, 1062]
ad-wilson-school	[168, 1287, 284, 1396]
loan2-sig: H. R. LANG, Agent and Auctioneer, Wellington.	[333, 1498, 414, 1520]
ad-powles	[16, 944, 155, 1006]
london-2: LONDON,	[618, 1243, 684, 1256]
petersen-sub: BOOT AND SHOEMAKER, AND IMPORTER,	[175, 1818, 276, 1840]
c7-p3: Mr Harding said he should convict Stone. Stone stated he threw a stone at a lamp which was burning near one of the supports of the verandah. The other accused were the ringleader of the small boys.	[852, 249, 969, 328]
ad-dentistry	[426, 293, 580, 497]
liberal: A liberal discount allowed for cash.	[442, 248, 564, 259]
before-wardell: (Before H. S. Wardell, R.M.)	[731, 556, 831, 567]
mc-logo-icon: M.C.	[63, 177, 107, 221]
autumn-body-1: TO ARRIVE per ship Patrons from London (sailed 17th October 1882) — 90 PACKAGES of MERCHANDISE, consisting of Woollens, Manchester Goods, Furnishings, Drapery, Millinery, Hosiery, and Clothing. 115 PACKAGES of MERCHANDISE, consisting of Fencing Wire, Staples, Nails, White Lead, Spades, Builders' Ironmongery, Hollowware, Crockery, and Glassware.	[16, 225, 155, 361]
bulkley-body: Willis-street, next St. John's Presbyterian Church. TEETH EXTRACTED without the slightest pain under Nitrous Oxide Gas. Mechanical dentistry guaranteed to give satisfaction.	[167, 923, 285, 991]
can-purchase: YOU CAN PURCHASE	[438, 155, 569, 168]
